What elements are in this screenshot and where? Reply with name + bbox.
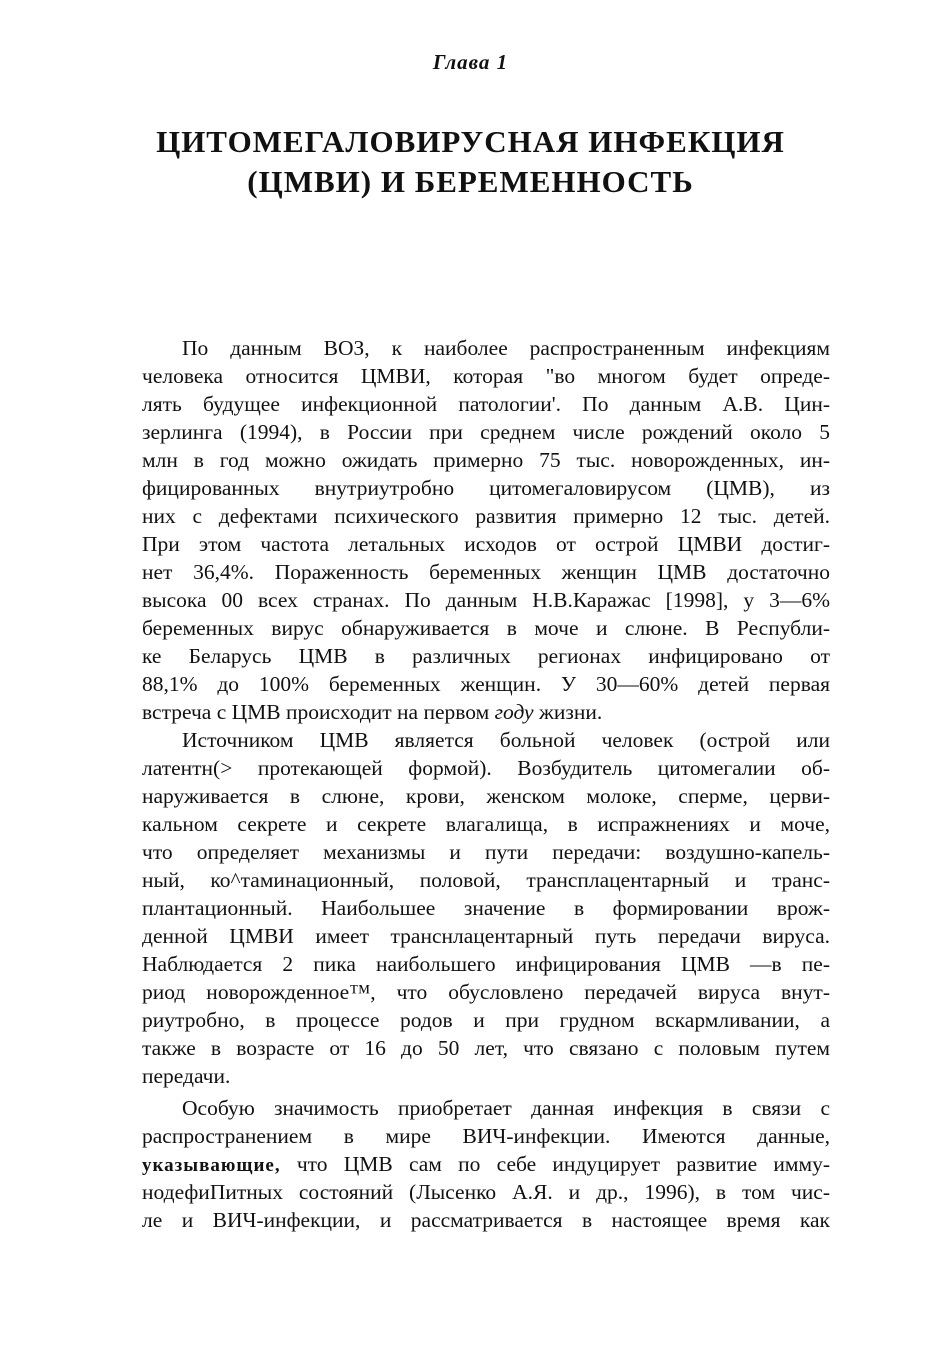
text-line: риод новорожденное™, что обусловлено передачей вируса внут- <box>142 980 830 1004</box>
text-line: передачи. <box>142 1064 231 1088</box>
text-line: Наблюдается 2 пика наибольшего инфицирования ЦМВ —в пе- <box>142 952 830 976</box>
text-line: ный, ко^таминационный, половой, трансплацентарный и транс- <box>142 868 830 892</box>
text-line: них с дефектами психического развития примерно 12 тыс. детей. <box>142 504 830 528</box>
text-run: что ЦМВ сам по себе индуцирует развитие имму- <box>280 1152 830 1176</box>
title-line: (ЦМВИ) И БЕРЕМЕННОСТЬ <box>247 164 694 199</box>
text-line: Источником ЦМВ является больной человек (острой или <box>182 728 830 752</box>
text-line: риутробно, в процессе родов и при грудном вскармливании, а <box>142 1008 830 1032</box>
body-text <box>142 334 830 1234</box>
text-line: также в возрасте от 16 до 50 лет, что связано с половым путем <box>142 1036 830 1060</box>
text-line: нодефиПитных состояний (Лысенко А.Я. и др., 1996), в том чис- <box>142 1180 830 1204</box>
text-line: При этом частота летальных исходов от острой ЦМВИ достиг- <box>142 532 830 556</box>
text-run: жизни. <box>533 700 603 724</box>
chapter-label: Глава 1 <box>432 50 509 74</box>
text-line <box>142 1150 830 1178</box>
italic-word: году <box>494 700 534 724</box>
text-line: распространением в мире ВИЧ-инфекции. Имеются данные, <box>142 1124 830 1148</box>
text-line: плантационный. Наибольшее значение в формировании врож- <box>142 896 830 920</box>
title-line: ЦИТОМЕГАЛОВИРУСНАЯ ИНФЕКЦИЯ <box>156 124 785 159</box>
text-line: ле и ВИЧ-инфекции, и рассматривается в настоящее время как <box>142 1208 830 1232</box>
text-line: ке Беларусь ЦМВ в различных регионах инфицировано от <box>142 644 830 668</box>
text-line: фицированных внутриутробно цитомегаловирусом (ЦМВ), из <box>142 476 830 500</box>
text-line: кальном секрете и секрете влагалища, в испражнениях и моче, <box>142 812 830 836</box>
text-line: лять будущее инфекционной патологии'. По данным А.В. Цин- <box>142 392 830 416</box>
text-line: наруживается в слюне, крови, женском молоке, сперме, церви- <box>142 784 830 808</box>
text-run: встреча с ЦМВ происходит на первом <box>142 700 495 724</box>
text-line <box>142 698 830 726</box>
chapter-title <box>0 122 941 202</box>
text-line: высока 00 всех странах. По данным Н.В.Каражас [1998], у 3—6% <box>142 588 830 612</box>
text-line: нет 36,4%. Пораженность беременных женщин ЦМВ достаточно <box>142 560 830 584</box>
text-line: денной ЦМВИ имеет транснлацентарный путь передачи вируса. <box>142 924 830 948</box>
text-line: беременных вирус обнаруживается в моче и слюне. В Республи- <box>142 616 830 640</box>
text-line: По данным ВОЗ, к наиболее распространенным инфекциям <box>182 336 830 360</box>
text-line: что определяет механизмы и пути передачи: воздушно-капель- <box>142 840 830 864</box>
text-line: зерлинга (1994), в России при среднем числе рождений около 5 <box>142 420 830 444</box>
text-line: Особую значимость приобретает данная инфекция в связи с <box>182 1096 830 1120</box>
text-line: 88,1% до 100% беременных женщин. У 30—60% детей первая <box>142 672 830 696</box>
text-line: латентн(> протекающей формой). Возбудитель цитомегалии об- <box>142 756 830 780</box>
text-line: млн в год можно ожидать примерно 75 тыс. новорожденных, ин- <box>142 448 830 472</box>
bold-word: указывающие, <box>142 1155 281 1176</box>
text-line: человека относится ЦМВИ, которая "во многом будет опреде- <box>142 364 830 388</box>
